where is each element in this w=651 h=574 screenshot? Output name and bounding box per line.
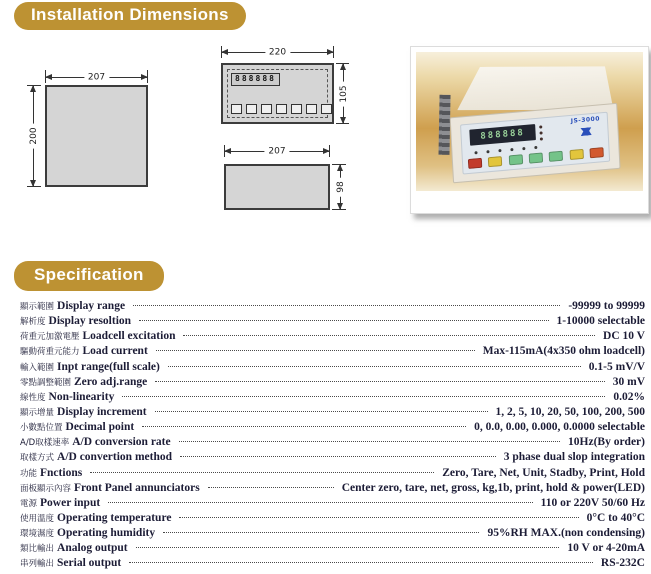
spec-row — [20, 482, 645, 497]
spec-row — [20, 467, 645, 482]
spec-label-english: Non-linearity — [48, 390, 115, 403]
extension-line — [224, 145, 225, 157]
spec-label-english: Fnctions — [40, 466, 83, 479]
dotted-leader — [133, 305, 560, 306]
spec-value: 0.1-5 mV/V — [588, 360, 645, 373]
spec-value: 0°C to 40°C — [586, 511, 645, 524]
device-display: 888888 — [469, 124, 536, 146]
spec-label-chinese: 顯示增量 — [20, 407, 55, 418]
dotted-leader — [122, 396, 605, 397]
dotted-leader — [163, 532, 479, 533]
dotted-leader — [139, 320, 548, 321]
dotted-leader — [155, 411, 488, 412]
spec-label-english: Display increment — [57, 405, 147, 418]
drawing-front-case — [45, 85, 148, 187]
dimension-front-width — [45, 72, 148, 83]
spec-row — [20, 406, 645, 421]
extension-line — [332, 164, 346, 165]
spec-row — [20, 527, 645, 542]
brand-logo-icon — [580, 127, 591, 136]
spec-value: 110 or 220V 50/60 Hz — [540, 496, 645, 509]
spec-row — [20, 376, 645, 391]
spec-value: RS-232C — [600, 557, 645, 570]
led-dot — [522, 147, 525, 150]
spec-row — [20, 300, 645, 315]
spec-label-english: Serial output — [57, 557, 122, 570]
spec-label-english: Inpt range(full scale) — [57, 360, 160, 373]
panel-key — [231, 104, 242, 114]
indicator-dot — [540, 137, 543, 140]
dimension-panel-width — [221, 47, 334, 58]
spec-label-chinese: 環境濕度 — [20, 529, 55, 540]
spec-label-chinese: 取樣方式 — [20, 453, 55, 464]
panel-key — [276, 104, 287, 114]
dimension-front-width-label: 207 — [84, 73, 109, 83]
extension-line — [332, 209, 346, 210]
spec-label-chinese: 輸入範圍 — [20, 362, 55, 373]
spec-value: 1-10000 selectable — [556, 315, 645, 328]
device-front-face — [450, 103, 621, 184]
spec-label-english: A/D convertion method — [57, 451, 173, 464]
spec-label-english: Analog output — [57, 542, 128, 555]
panel-key — [261, 104, 272, 114]
spec-label-english: Load current — [82, 345, 148, 358]
extension-line — [27, 186, 41, 187]
spec-row — [20, 345, 645, 360]
extension-line — [336, 63, 349, 64]
spec-value: DC 10 V — [603, 330, 645, 343]
spec-label-english: Display range — [57, 300, 126, 312]
spec-label-english: Operating humidity — [57, 527, 156, 540]
panel-display-drawing: 888888 — [231, 73, 280, 86]
spec-label-chinese: 小數點位置 — [20, 423, 63, 434]
spec-label-english: Decimal point — [65, 421, 135, 434]
led-dot — [510, 148, 513, 151]
indicator-dot — [540, 131, 543, 134]
device-button — [569, 149, 583, 160]
dotted-leader — [136, 547, 560, 548]
spec-label-chinese: 解析度 — [20, 317, 46, 328]
spec-value: 3 phase dual slop integration — [503, 451, 645, 464]
device-model-text: JS-3000 — [570, 115, 601, 125]
spec-value: 0, 0.0, 0.00, 0.000, 0.0000 selectable — [474, 421, 645, 434]
panel-key — [306, 104, 317, 114]
spec-label-chinese: 功能 — [20, 468, 38, 479]
drawing-panel-front — [221, 63, 334, 124]
spec-row — [20, 497, 645, 512]
spec-value: 10 V or 4-20mA — [567, 542, 645, 555]
extension-line — [329, 145, 330, 157]
spec-label-chinese: 類比輸出 — [20, 544, 55, 555]
dimension-panel-height-label: 105 — [339, 81, 349, 106]
spec-table — [20, 300, 645, 573]
spec-label-english: A/D conversion rate — [72, 436, 171, 449]
spec-label-chinese: 荷重元加激電壓 — [20, 332, 80, 343]
led-dot — [534, 146, 537, 149]
dotted-leader — [179, 441, 560, 442]
panel-key — [246, 104, 257, 114]
installation-dimensions-header: Installation Dimensions — [14, 2, 246, 30]
spec-label-chinese: 線性度 — [20, 392, 46, 403]
dotted-leader — [142, 426, 466, 427]
spec-label-english: Power input — [40, 496, 101, 509]
spec-label-chinese: 面板顯示內容 — [20, 483, 72, 494]
led-dot — [474, 151, 477, 154]
indicator-dot — [539, 125, 542, 128]
spec-row — [20, 315, 645, 330]
indicator-device — [443, 59, 629, 184]
dimension-panel-width-label: 220 — [265, 48, 290, 58]
dimension-front-height — [29, 85, 39, 187]
device-indicator-dots — [539, 125, 543, 140]
product-photo — [410, 46, 649, 214]
drawing-side-view — [224, 164, 330, 210]
dimension-side-height-label: 98 — [336, 177, 346, 196]
dimension-side-width-label: 207 — [264, 147, 289, 157]
spec-row — [20, 361, 645, 376]
dotted-leader — [129, 562, 593, 563]
dotted-leader — [90, 472, 434, 473]
dotted-leader — [155, 381, 604, 382]
spec-value: 95%RH MAX.(non condensing) — [487, 527, 645, 540]
extension-line — [45, 70, 46, 83]
spec-row — [20, 330, 645, 345]
device-button — [488, 156, 502, 167]
dimension-panel-height — [339, 63, 349, 124]
spec-label-chinese: 使用溫度 — [20, 513, 55, 524]
dotted-leader — [183, 335, 595, 336]
spec-row — [20, 557, 645, 572]
spec-value: Zero, Tare, Net, Unit, Stadby, Print, Hold — [442, 466, 645, 479]
spec-value: -99999 to 99999 — [568, 300, 645, 312]
dimension-side-width — [224, 146, 330, 157]
dimension-front-height-label: 200 — [29, 123, 39, 148]
spec-row — [20, 436, 645, 451]
specification-header: Specification — [14, 261, 164, 291]
spec-label-chinese: A/D取樣速率 — [20, 438, 70, 449]
spec-label-english: Loadcell excitation — [82, 330, 176, 343]
dotted-leader — [108, 502, 532, 503]
spec-label-english: Front Panel annunciators — [74, 481, 200, 494]
dotted-leader — [156, 350, 475, 351]
extension-line — [336, 123, 349, 124]
dimension-side-height — [336, 164, 346, 210]
extension-line — [221, 46, 222, 58]
spec-value: 1, 2, 5, 10, 20, 50, 100, 200, 500 — [495, 405, 645, 418]
device-button — [468, 158, 482, 169]
device-button — [549, 151, 563, 162]
spec-value: 0.02% — [613, 390, 645, 403]
spec-row — [20, 451, 645, 466]
spec-label-english: Display resoltion — [48, 315, 132, 328]
panel-key — [291, 104, 302, 114]
led-dot — [498, 149, 501, 152]
dotted-leader — [179, 517, 578, 518]
device-button — [589, 147, 603, 158]
spec-label-chinese: 顯示範圍 — [20, 302, 55, 312]
spec-label-english: Operating temperature — [57, 511, 172, 524]
extension-line — [333, 46, 334, 58]
spec-row — [20, 512, 645, 527]
device-button — [529, 152, 543, 163]
product-photo-background — [416, 52, 643, 191]
dotted-leader — [168, 366, 581, 367]
dotted-leader — [208, 487, 334, 488]
panel-key — [321, 104, 332, 114]
led-dot — [486, 150, 489, 153]
spec-value: Max-115mA(4x350 ohm loadcell) — [482, 345, 645, 358]
device-front-panel — [460, 112, 610, 175]
spec-row — [20, 542, 645, 557]
device-button — [508, 154, 522, 165]
extension-line — [147, 70, 148, 83]
extension-line — [27, 85, 41, 86]
spec-label-chinese: 驅動荷重元能力 — [20, 347, 80, 358]
spec-value: Center zero, tare, net, gross, kg,1b, print, hold & power(LED) — [341, 481, 645, 494]
spec-label-chinese: 電源 — [20, 498, 38, 509]
spec-value: 10Hz(By order) — [568, 436, 645, 449]
spec-row — [20, 391, 645, 406]
spec-label-english: Zero adj.range — [74, 375, 148, 388]
device-mounting-bracket — [438, 95, 450, 155]
dotted-leader — [180, 456, 496, 457]
panel-keys-drawing — [231, 104, 332, 114]
spec-label-chinese: 串列輸出 — [20, 559, 55, 570]
spec-label-chinese: 零點調整範圍 — [20, 377, 72, 388]
spec-row — [20, 421, 645, 436]
spec-value: 30 mV — [612, 375, 645, 388]
